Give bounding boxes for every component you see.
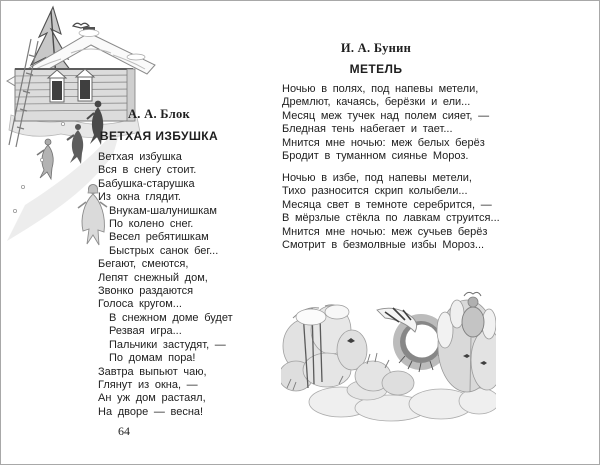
poem-line: Смотрит в безмолвные избы Мороз... <box>282 239 485 252</box>
right-poem-title: МЕТЕЛЬ <box>349 62 403 76</box>
poem-line: Быстрых санок бег... <box>109 244 219 257</box>
right-poem-stanza-1 <box>282 83 489 163</box>
poem-line: Ночью в избе, под напевы метели, <box>282 172 472 184</box>
poem-line: Весел ребятишкам <box>109 231 209 244</box>
left-poem-title: ВЕТХАЯ ИЗБУШКА <box>99 129 219 143</box>
frost-figure-head <box>462 307 484 337</box>
right-author: И. А. Бунин <box>340 41 412 55</box>
poem-line: Резвая игра... <box>109 325 182 338</box>
poem-line: Ан уж дом растаял, <box>98 392 206 405</box>
poem-line: Завтра выпьют чаю, <box>98 365 207 378</box>
poem-line: Ветхая избушка <box>98 151 182 163</box>
poem-line: Бабушка-старушка <box>98 177 195 190</box>
left-bush-cluster <box>281 305 367 391</box>
poem-line: Мнится мне ночью: меж белых берёз <box>282 136 485 149</box>
poem-line: Звонко раздаются <box>98 285 194 298</box>
right-page <box>282 1 600 465</box>
poem-line: Глянут из окна, — <box>98 378 198 391</box>
poem-line: Тихо разносится скрип колыбели... <box>282 185 468 198</box>
poem-line: Месяца свет в темноте серебрится, — <box>282 198 492 211</box>
poem-line: В мёрзлые стёкла по лавкам струится... <box>282 212 500 225</box>
poem-line: Дремлют, качаясь, берёзки и ели... <box>282 96 471 109</box>
poem-line: По домам пора! <box>109 352 196 365</box>
poem-line: Ночью в полях, под напевы метели, <box>282 83 479 95</box>
poem-line: Бегают, смеются, <box>98 258 189 271</box>
poem-line: Голоса кругом... <box>98 298 182 311</box>
poem-line: На дворе — весна! <box>98 405 204 418</box>
poem-line: Из окна глядит. <box>98 191 181 204</box>
left-poem <box>98 151 233 419</box>
poem-line: Бродит в туманном сиянье Мороз. <box>282 150 469 163</box>
right-poem-stanza-2 <box>282 172 500 252</box>
running-child-3 <box>37 139 53 179</box>
left-page <box>1 1 301 465</box>
page-number: 64 <box>118 424 130 438</box>
poem-line: В снежном доме будет <box>109 311 233 324</box>
frost-figure-cluster <box>437 292 496 392</box>
poem-line: Внукам-шалунишкам <box>109 204 217 217</box>
poem-line: Мнится мне ночью: меж сучьев берёз <box>282 225 488 238</box>
poem-line: Вся в снегу стоит. <box>98 164 197 177</box>
left-author: А. А. Блок <box>127 107 191 121</box>
poem-line: Пальчики застудят, — <box>109 338 226 351</box>
poem-line: Месяц меж тучек над полем сияет, — <box>282 109 490 122</box>
winter-night-illustration-svg <box>281 284 496 424</box>
poem-line: По колено снег. <box>109 218 194 231</box>
winter-night-illustration <box>281 284 496 424</box>
poem-line: Лепят снежный дом, <box>98 271 208 284</box>
poem-line: Бледная тень набегает и тает... <box>282 123 453 136</box>
